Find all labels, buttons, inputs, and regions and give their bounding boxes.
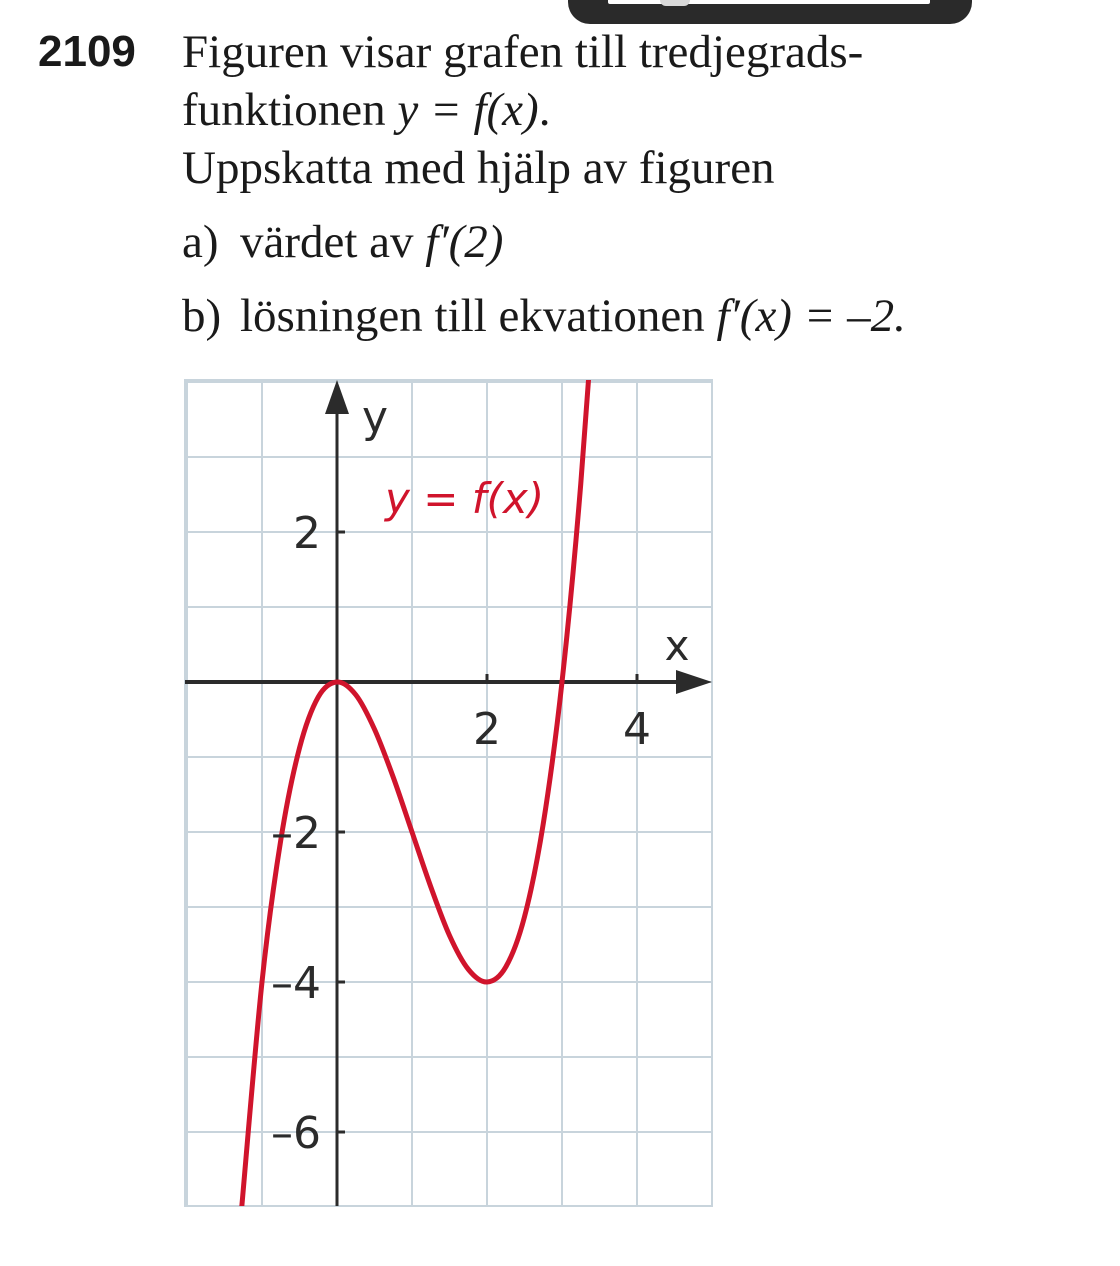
problem-number: 2109 (38, 27, 136, 76)
y-axis-label: y (361, 392, 389, 443)
part-a-label: a) (182, 216, 219, 268)
y-tick-label: –2 (271, 808, 321, 859)
x-axis-label: x (664, 621, 690, 670)
top-tab-bar (608, 0, 930, 4)
top-tab-handle[interactable] (568, 0, 972, 24)
part-b (182, 288, 906, 344)
line2-prefix: funktionen (182, 84, 398, 136)
problem-line-3: Uppskatta med hjälp av figuren (182, 142, 775, 194)
part-b-label: b) (182, 290, 222, 342)
part-b-text: lösningen till ekvationen (240, 290, 717, 342)
y-tick-label: –4 (271, 958, 321, 1009)
part-a-math: f′(2) (425, 216, 504, 268)
top-tab-knob (660, 0, 690, 6)
problem-line-2 (182, 82, 550, 138)
x-tick-label: 4 (623, 704, 651, 755)
y-tick-label: –6 (271, 1108, 321, 1159)
problem-line-1: Figuren visar grafen till tredjegrads- (182, 26, 864, 78)
part-b-math: f′(x) = –2. (716, 290, 906, 342)
line2-suffix: . (538, 84, 551, 136)
function-expression: y = f(x) (397, 84, 539, 136)
y-tick-label: 2 (293, 508, 321, 559)
part-a (182, 214, 503, 270)
function-graph (150, 370, 750, 1230)
curve-label: y = f(x) (385, 474, 545, 523)
x-tick-label: 2 (473, 704, 501, 755)
part-a-text: värdet av (240, 216, 426, 268)
